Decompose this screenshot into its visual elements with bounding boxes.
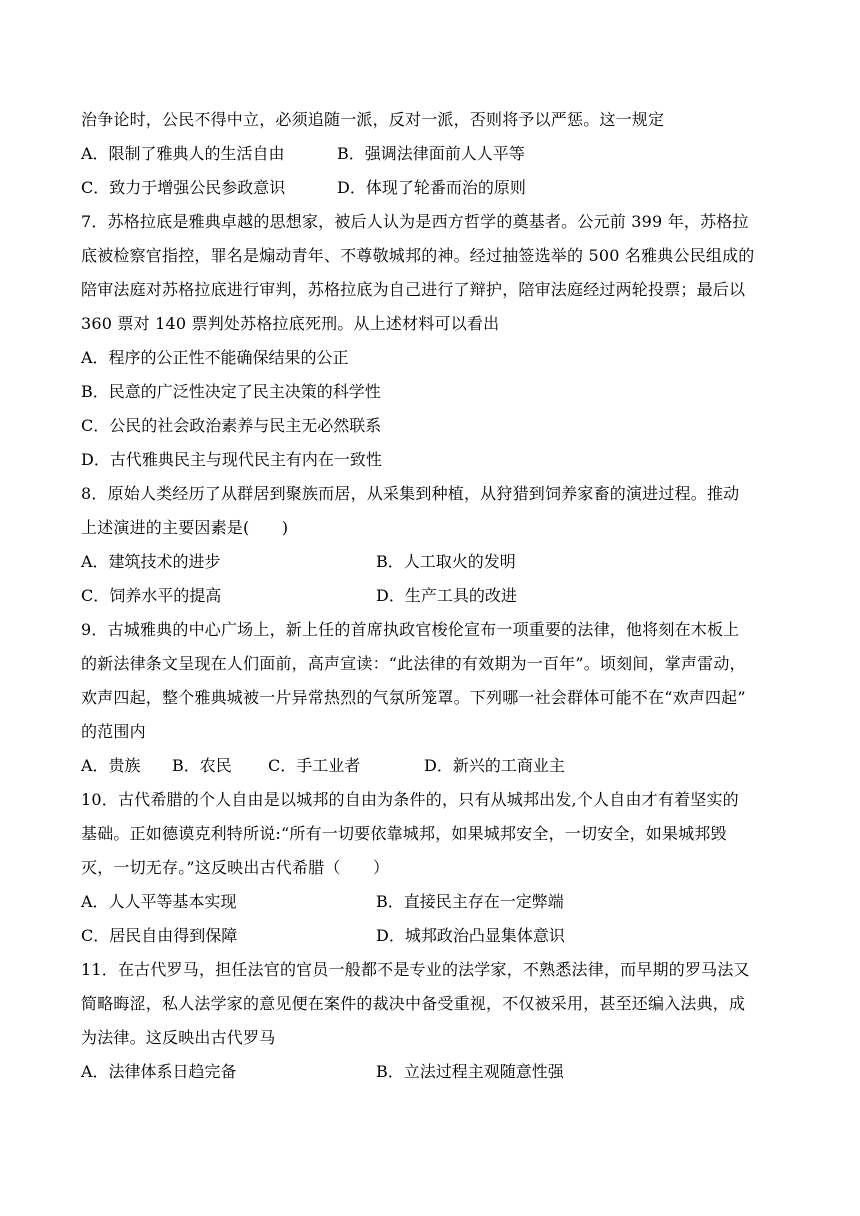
q9-option-d[interactable]: D．新兴的工商业主 [424,756,565,775]
q10-option-c[interactable]: C．居民自由得到保障 [81,926,238,945]
q7-stem-line-1: 7．苏格拉底是雅典卓越的思想家，被后人认为是西方哲学的奠基者。公元前 399 年，苏格拉 [81,212,749,231]
q7-stem-line-4: 360 票对 140 票判处苏格拉底死刑。从上述材料可以看出 [81,314,500,333]
q6-stem-line: 治争论时，公民不得中立，必须追随一派，反对一派，否则将予以严惩。这一规定 [81,110,665,129]
q10-option-b[interactable]: B．直接民主存在一定弊端 [376,892,564,911]
q6-option-b[interactable]: B．强调法律面前人人平等 [337,144,525,163]
q9-stem-line-4: 的范围内 [81,722,146,741]
q8-stem-line-2: 上述演进的主要因素是( ) [81,518,289,537]
q9-option-b[interactable]: B．农民 [172,756,232,775]
q10-option-a[interactable]: A．人人平等基本实现 [81,892,237,911]
q11-option-b[interactable]: B．立法过程主观随意性强 [376,1062,564,1081]
q9-option-a[interactable]: A．贵族 [81,756,141,775]
q9-stem-line-3: 欢声四起，整个雅典城被一片异常热烈的气氛所笼罩。下列哪一社会群体可能不在“欢声四起” [81,688,746,707]
q8-stem-line-1: 8．原始人类经历了从群居到聚族而居，从采集到种植，从狩猎到饲养家畜的演进过程。推动 [81,484,740,503]
q10-option-d[interactable]: D．城邦政治凸显集体意识 [376,926,565,945]
q7-option-a[interactable]: A．程序的公正性不能确保结果的公正 [81,348,349,367]
q10-stem-line-2: 基础。正如德谟克利特所说:“所有一切要依靠城邦，如果城邦安全，一切安全，如果城邦毁 [81,824,727,843]
q10-stem-line-3: 灭，一切无存。”这反映出古代希腊（ ） [81,858,390,877]
q8-option-d[interactable]: D．生产工具的改进 [376,586,517,605]
q6-option-d[interactable]: D．体现了轮番而治的原则 [337,178,526,197]
q9-stem-line-1: 9．古城雅典的中心广场上，新上任的首席执政官梭伦宣布一项重要的法律，他将刻在木板上 [81,620,740,639]
q11-option-a[interactable]: A．法律体系日趋完备 [81,1062,237,1081]
q7-option-c[interactable]: C．公民的社会政治素养与民主无必然联系 [81,416,382,435]
q9-option-c[interactable]: C．手工业者 [268,756,361,775]
q8-option-a[interactable]: A．建筑技术的进步 [81,552,221,571]
q7-stem-line-2: 底被检察官指控，罪名是煽动青年、不尊敬城邦的神。经过抽签选举的 500 名雅典公民组成的 [81,246,755,265]
q11-stem-line-1: 11．在古代罗马，担任法官的官员一般都不是专业的法学家，不熟悉法律，而早期的罗马法又 [81,960,750,979]
q10-stem-line-1: 10．古代希腊的个人自由是以城邦的自由为条件的，只有从城邦出发,个人自由才有着坚实的 [81,790,739,809]
q11-stem-line-2: 简略晦涩，私人法学家的意见便在案件的裁决中备受重视，不仅被采用，甚至还编入法典，成 [81,994,746,1013]
q6-option-a[interactable]: A．限制了雅典人的生活自由 [81,144,285,163]
q8-option-c[interactable]: C．饲养水平的提高 [81,586,222,605]
q7-option-d[interactable]: D．古代雅典民主与现代民主有内在一致性 [81,450,382,469]
q6-option-c[interactable]: C．致力于增强公民参政意识 [81,178,286,197]
q7-stem-line-3: 陪审法庭对苏格拉底进行审判，苏格拉底为自己进行了辩护，陪审法庭经过两轮投票；最后以 [81,280,746,299]
q11-stem-line-3: 为法律。这反映出古代罗马 [81,1028,276,1047]
q9-stem-line-2: 的新法律条文呈现在人们面前，高声宣读：“此法律的有效期为一百年”。顷刻间，掌声雷动， [81,654,746,673]
q8-option-b[interactable]: B．人工取火的发明 [376,552,516,571]
q7-option-b[interactable]: B．民意的广泛性决定了民主决策的科学性 [81,382,381,401]
